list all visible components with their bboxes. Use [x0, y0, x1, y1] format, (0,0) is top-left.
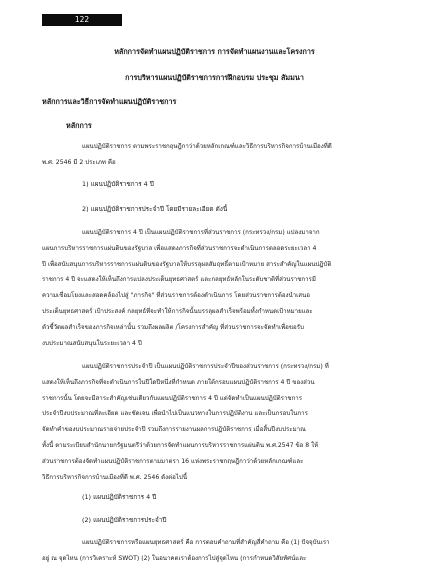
- list-item-type-2: 2) แผนปฏิบัติราชการประจำปี โดยมีรายละเอียด ดังนี้: [82, 205, 228, 213]
- page-number-badge: 122: [42, 14, 122, 26]
- list-item-plan-2: (2) แผนปฏิบัติราชการประจำปี: [82, 516, 167, 524]
- list-item-plan-1: (1) แผนปฏิบัติราชการ 4 ปี: [82, 493, 157, 501]
- sub-heading: หลักการ: [66, 121, 92, 130]
- annual-plan-paragraph: แผนปฏิบัติราชการประจำปี เป็นแผนปฏิบัติราชการประจำปีของส่วนราชการ (กระทรวง/กรม) ที่ แสดงให้เห็นถึงภารกิจที่จะดำเนินการในปีใดปีหนึ่งที่กำหนด ภายใต้กรอบแผนปฏิบัติราชการ 4 ปี ของส่วน ราชการนั้น โดยจะมีสาระสำคัญเช่นเดียวกับแผนปฏิบัติราชการ 4 ปี แต่จัดทำเป็นแผนปฏิบัติราชการ ประจำปีงบประมาณที่ละเอียด และชัดเจน เพื่อนำไปเป็นแนวทางในการปฏิบัติงาน และเป็นกรอบในการ จัดทำคำของบประมาณรายจ่ายประจำปี รวมถึงการรายงานผลการปฏิบัติราชการ เมื่อสิ้นปีงบประมาณ ทั้งนี้ ตามระเบียบสำนักนายกรัฐมนตรีว่าด้วยการจัดทำแผนการบริหารราชการแผ่นดิน พ.ศ.2547 ข้อ 8 ให้ ส่วนราชการต้องจัดทำแผนปฏิบัติราชการตามมาตรา 16 แห่งพระราชกฤษฎีกาว่าด้วยหลักเกณฑ์และ วิธีการบริหารกิจการบ้านเมืองที่ดี พ.ศ. 2546 ดังต่อไปนี้: [42, 363, 329, 481]
- list-item-type-1: 1) แผนปฏิบัติราชการ 4 ปี: [82, 180, 154, 188]
- four-year-plan-paragraph: แผนปฏิบัติราชการ 4 ปี เป็นแผนปฏิบัติราชการที่ส่วนราชการ (กระทรวง/กรม) แปลงมาจาก แผนการบริหารราชการแผ่นดินของรัฐบาล เพื่อแสดงภารกิจที่ส่วนราชการจะดำเนินการตลอดระยะเวลา 4 ปี เพื่อสนับสนุนการบริหารราชการแผ่นดินของรัฐบาลให้บรรลุผลสัมฤทธิ์ตามเป้าหมาย สาระสำคัญในแผนปฏิบัติ ราชการ 4 ปี จะแสดงให้เห็นถึงการแปลงประเด็นยุทธศาสตร์ และกลยุทธ์หลักในระดับชาติที่ส่วนราชการมี ความเชื่อมโยงและสอดคล้องไปสู่ "ภารกิจ" ที่ส่วนราชการต้องดำเนินการ โดยส่วนราชการต้องนำเสนอ ประเด็นยุทธศาสตร์ เป้าประสงค์ กลยุทธ์ที่จะทำให้การกิจนั้นบรรลุผลสำเร็จพร้อมทั้งกำหนดเป้าหมายและ ตัวชี้วัดผลสำเร็จของภารกิจเหล่านั้น รวมถึงผลผลิต /โครงการสำคัญ ที่ส่วนราชการจะจัดทำเพื่อขอรับ งบประมาณสนับสนุนในระยะเวลา 4 ปี: [42, 229, 332, 347]
- strategy-paragraph: แผนปฏิบัติราชการหรือแผนยุทธศาสตร์ คือ การตอบคำถามที่สำคัญสี่คำถาม คือ (1) ปัจจุบันเรา อยู่ ณ จุดไหน (การวิเคราะห์ SWOT) (2) ในอนาคตเราต้องการไปสู่จุดไหน (การกำหนดวิสัยทัศน์และ: [42, 539, 330, 562]
- section-heading: หลักการและวิธีการจัดทำแผนปฏิบัติราชการ: [42, 97, 177, 106]
- intro-paragraph: แผนปฏิบัติราชการ ตามพระราชกฤษฎีกาว่าด้วยหลักเกณฑ์และวิธีการบริหารกิจการบ้านเมืองที่ดี พ.ศ. 2546 มี 2 ประเภท คือ: [42, 143, 332, 166]
- document-title: หลักการจัดทำแผนปฏิบัติราชการ การจัดทำแผนงานและโครงการ: [114, 47, 315, 56]
- document-subtitle: การบริหารแผนปฏิบัติราชการการฝึกอบรม ประชุม สัมมนา: [125, 73, 304, 82]
